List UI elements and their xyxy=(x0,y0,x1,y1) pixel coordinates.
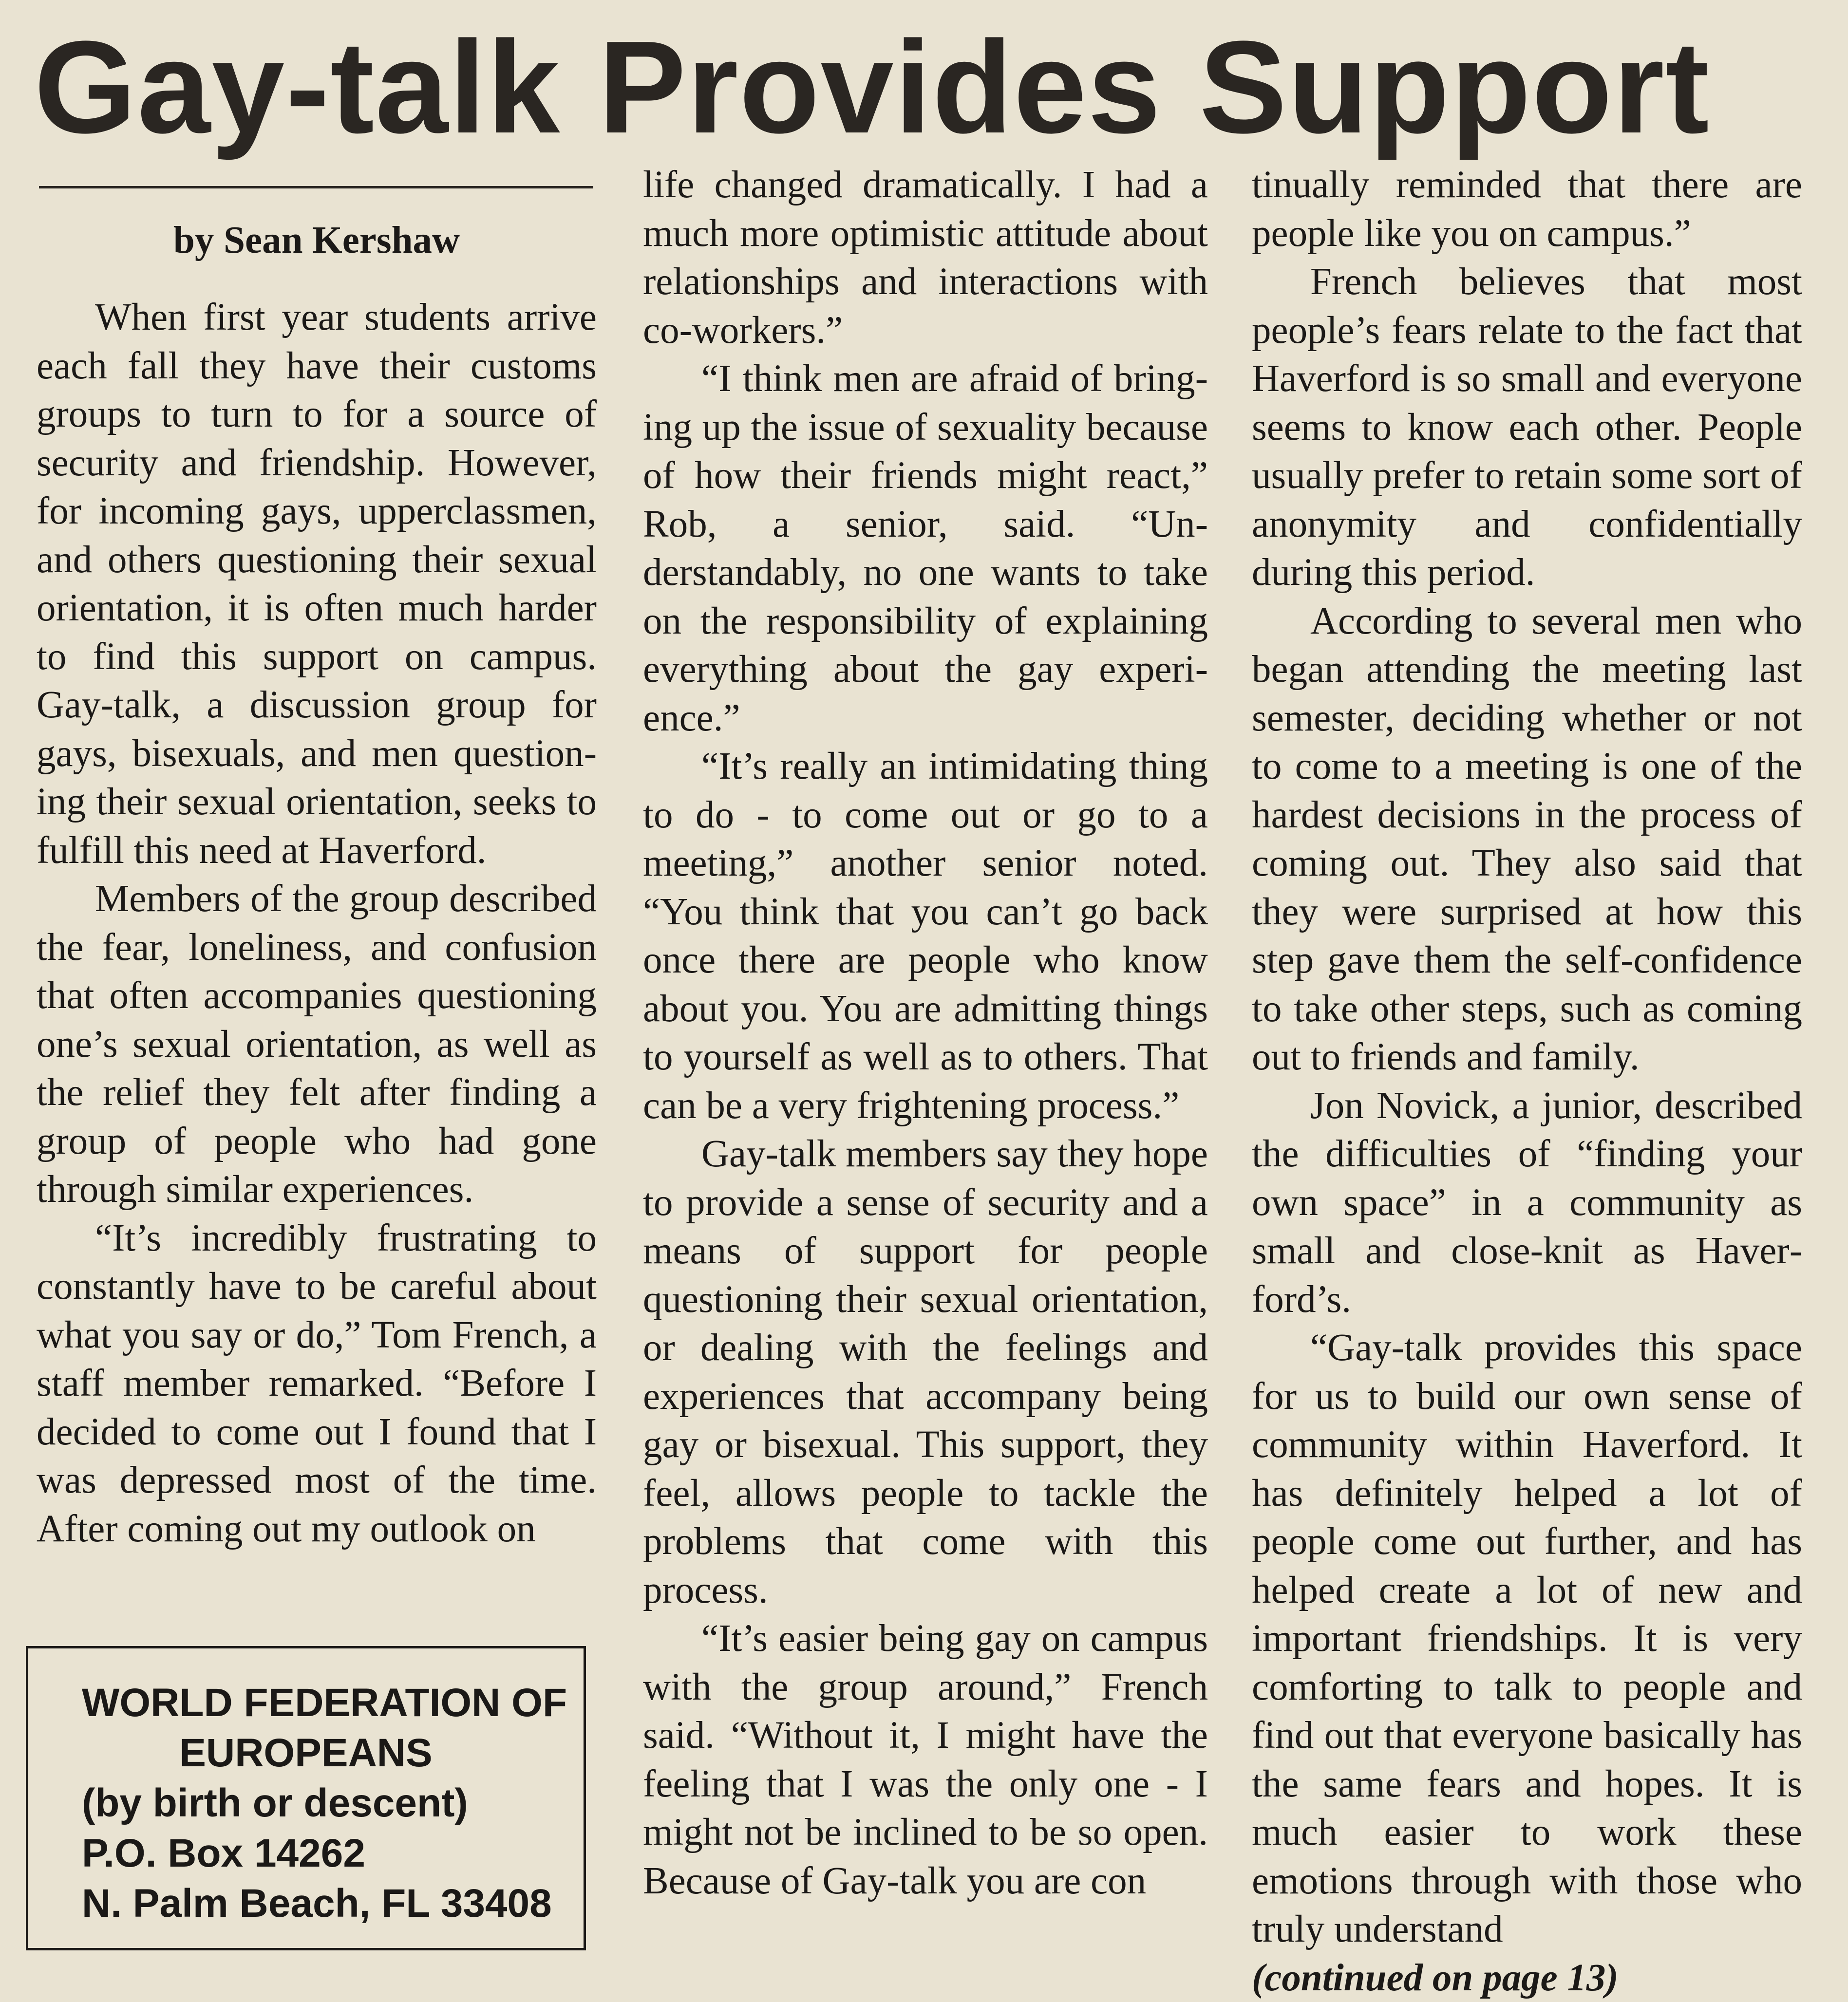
paragraph-continuation: tinually reminded that there are people like you on campus.” xyxy=(1252,161,1802,258)
paragraph: “Gay-talk provides this space for us to build our own sense of community within Haverford. It has definitely helped a lot of people come out further, and has helped create a lot of new and important friendships. It is very comforting to talk to people and find out that everyone basically has the same fears and hopes. It is much easier to work these emotions through with those who truly understand xyxy=(1252,1324,1802,1954)
paragraph: When first year students arrive each fall they have their customs groups to turn to for a source of security and friendship. However, for incoming gays, upperclassmen, and others questioning their sexual orientation, it is often much harder to find this support on campus. Gay-talk, a discussion group for gays, bisexuals, and men questioning their sexual orientation, seeks to fulfill this need at Haverford. xyxy=(37,293,597,875)
paragraph: French believes that most people’s fears relate to the fact that Haverford is so small and everyone seems to know each other. People usually prefer to retain some sort of anonymity and confidentially during this period. xyxy=(1252,258,1802,597)
ad-line-1: WORLD FEDERATION OF xyxy=(82,1678,584,1728)
paragraph: “It’s incredibly frustrating to constantly have to be careful about what you say or do,” Tom French, a staff member remarked. “Before I decided to come out I found that I was depressed most of the time. After coming out my outlook on xyxy=(37,1214,597,1553)
article-column-1 xyxy=(37,216,597,1553)
headline: Gay-talk Provides Support xyxy=(34,10,1739,166)
article-column-3 xyxy=(1252,161,1802,2002)
paragraph: “I think men are afraid of bringing up the issue of sexuality because of how their friends might react,” Rob, a senior, said. “Understandably, no one wants to take on the responsibility of explaining everything about the gay experience.” xyxy=(643,355,1208,742)
paragraph-continuation: life changed dramatically. I had a much more optimistic attitude about relationships and interactions with co-workers.” xyxy=(643,161,1208,355)
ad-line-4: P.O. Box 14262 xyxy=(82,1828,584,1878)
advertisement-box xyxy=(26,1646,586,1950)
article-column-2 xyxy=(643,161,1208,1905)
paragraph: “It’s really an intimidating thing to do - to come out or go to a meeting,” another senior noted. “You think that you can’t go back once there are people who know about you. You are admitting things to yourself as well as to others. That can be a very frightening process.” xyxy=(643,742,1208,1130)
paragraph: Jon Novick, a junior, described the difficulties of “finding your own space” in a community as small and close-knit as Haverford’s. xyxy=(1252,1082,1802,1324)
byline-rule xyxy=(39,186,593,188)
paragraph: Members of the group described the fear, loneliness, and confusion that often accompanies questioning one’s sexual orientation, as well as the relief they felt after finding a group of people who had gone through similar experiences. xyxy=(37,875,597,1214)
paragraph: According to several men who began attending the meeting last semester, deciding whether or not to come to a meeting is one of the hardest decisions in the process of coming out. They also said that they were surprised at how this step gave them the self-confidence to take other steps, such as coming out to friends and family. xyxy=(1252,597,1802,1082)
byline: by Sean Kershaw xyxy=(37,216,597,265)
paragraph: Gay-talk members say they hope to provide a sense of security and a means of support for people questioning their sexual orientation, or dealing with the feelings and experiences that accompany being gay or bisexual. This support, they feel, allows people to tackle the problems that come with this process. xyxy=(643,1130,1208,1614)
ad-line-3: (by birth or descent) xyxy=(82,1778,584,1828)
continued-notice: (continued on page 13) xyxy=(1252,1954,1802,2002)
ad-line-5: N. Palm Beach, FL 33408 xyxy=(82,1878,584,1928)
ad-line-2: EUROPEANS xyxy=(82,1728,584,1778)
paragraph: “It’s easier being gay on campus with the group around,” French said. “Without it, I might have the feeling that I was the only one - I might not be inclined to be so open. Because of Gay-talk you are con xyxy=(643,1614,1208,1905)
